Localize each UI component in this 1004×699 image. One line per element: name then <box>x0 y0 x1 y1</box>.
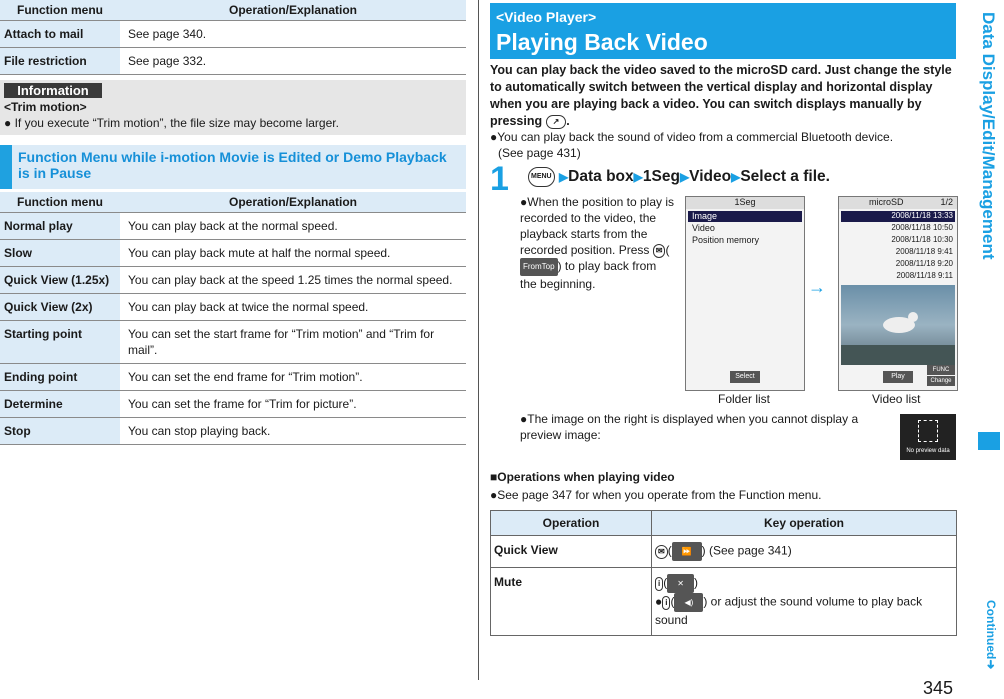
folder-item[interactable]: Video <box>692 223 715 233</box>
section-title: Function Menu while i-motion Movie is Edited or Demo Playback is in Pause <box>18 149 447 181</box>
col-header-operation: Operation <box>491 511 652 536</box>
row-value: See page 332. <box>120 48 466 75</box>
position-note-end: ) to play back from the beginning. <box>520 259 657 291</box>
step-part: 1Seg <box>642 168 680 186</box>
row-key: Quick View <box>491 536 652 568</box>
step-instruction <box>528 167 830 187</box>
folder-list-caption: Folder list <box>718 392 771 406</box>
row-key: Normal play <box>0 213 120 240</box>
change-softkey[interactable]: Change <box>927 376 955 386</box>
information-label: Information <box>4 83 102 98</box>
ops-heading: ■Operations when playing video <box>490 470 675 484</box>
switch-key-icon: ↗ <box>546 115 567 129</box>
step-number: 1 <box>490 160 509 198</box>
row-value: You can set the end frame for “Trim motion”. <box>120 364 466 391</box>
row-key: File restriction <box>0 48 120 75</box>
table-row <box>491 568 957 636</box>
row-key: Ending point <box>0 364 120 391</box>
ops-note-text: See page 347 for when you operate from the Function menu. <box>497 488 822 502</box>
row-value: See page 340. <box>120 21 466 48</box>
row-key: Determine <box>0 391 120 418</box>
row-value-text: ) or adjust the sound volume to play back sound <box>655 594 923 627</box>
position-note-text: When the position to play is recorded to the video, the playback starts from the recorded position. Press <box>520 195 674 257</box>
side-tab <box>978 432 1000 450</box>
fast-forward-key-icon: ⏩ <box>672 542 702 561</box>
arrow-icon: ▶ <box>679 170 690 185</box>
attach-table <box>0 0 466 75</box>
information-body: ● If you execute “Trim motion”, the file size may become larger. <box>4 116 339 130</box>
arrow-icon: ▶ <box>558 170 569 185</box>
mute-key-icon: ✕ <box>667 574 694 593</box>
video-preview-image <box>841 285 955 365</box>
ops-note: ●See page 347 for when you operate from the Function menu. <box>490 488 822 502</box>
volume-key-icon: ◀) <box>674 593 703 612</box>
no-preview-text: No preview data <box>906 448 950 454</box>
row-value: i ( ✕ ) ● i ( ◀) ) or adjust the sound volume to play back sound <box>652 568 957 636</box>
placeholder-icon <box>918 420 938 442</box>
banner-subtitle: <Video Player> <box>496 9 597 25</box>
row-value-text: ) (See page 341) <box>701 543 792 558</box>
folder-item[interactable]: Position memory <box>692 235 760 245</box>
function-menu-table <box>0 192 466 445</box>
row-value: You can set the start frame for “Trim motion” and “Trim for mail”. <box>120 321 466 364</box>
bluetooth-note: ●You can play back the sound of video from a commercial Bluetooth device. (See page 431) <box>490 130 894 160</box>
row-value: You can play back at the speed 1.25 times the normal speed. <box>120 267 466 294</box>
image-note: ●The image on the right is displayed when you cannot display a preview image: <box>520 412 859 442</box>
fromtop-key: FromTop <box>520 258 558 276</box>
arrow-icon: ▶ <box>633 170 643 185</box>
table-row <box>0 321 466 364</box>
information-box <box>0 80 466 135</box>
video-item[interactable]: 2008/11/18 10:50 <box>891 223 953 232</box>
row-value: You can play back at twice the normal speed. <box>120 294 466 321</box>
row-value: ✉ ( ⏩ ) (See page 341) <box>652 536 957 568</box>
row-key: Quick View (2x) <box>0 294 120 321</box>
step-part: Select a file. <box>740 168 830 186</box>
row-key: Quick View (1.25x) <box>0 267 120 294</box>
folder-header: 1Seg <box>686 197 804 209</box>
play-softkey[interactable]: Play <box>883 371 913 383</box>
table-row <box>0 240 466 267</box>
continued-label: Continued➜ <box>984 600 998 670</box>
i-appli-key-icon: i <box>655 577 663 591</box>
table-row <box>0 391 466 418</box>
intro-body: You can play back the video saved to the microSD card. Just change the style to automatically switch between the vertical display and horizontal display when you are playing back a video. You can switch displays manually by pressing <box>490 63 952 128</box>
side-title: Data Display/Edit/Management <box>979 12 998 260</box>
arrow-icon: ▶ <box>731 170 741 185</box>
video-header-title: microSD <box>869 197 904 207</box>
information-title: <Trim motion> <box>4 100 87 114</box>
table-row <box>0 213 466 240</box>
col-header-operation: Operation/Explanation <box>120 0 466 21</box>
row-key: Starting point <box>0 321 120 364</box>
menu-key-icon: MENU <box>528 167 555 187</box>
video-list-screen <box>838 196 958 391</box>
table-row <box>491 536 957 568</box>
page-number: 345 <box>923 678 954 698</box>
intro-text: You can play back the video saved to the microSD card. Just change the style to automatically switch between the vertical display and horizontal display when you are playing back a video. You can switch displays manually by pressing ↗ . <box>490 63 952 128</box>
col-header-function: Function menu <box>0 0 120 21</box>
folder-item[interactable]: Image <box>688 211 802 222</box>
video-header <box>839 197 957 209</box>
col-header-key: Key operation <box>652 511 957 536</box>
table-row <box>0 21 466 48</box>
banner-title: Playing Back Video <box>496 29 708 55</box>
ops-heading-text: Operations when playing video <box>497 470 675 484</box>
continued-text: Continued <box>984 600 998 660</box>
video-player-banner <box>490 3 956 59</box>
information-body-text: If you execute “Trim motion”, the file size may become larger. <box>14 116 339 130</box>
step-part: Video <box>689 168 732 186</box>
col-header-operation: Operation/Explanation <box>120 192 466 213</box>
table-row <box>0 48 466 75</box>
video-list-caption: Video list <box>872 392 921 406</box>
i-appli-key-icon: i <box>662 596 670 610</box>
table-row <box>0 418 466 445</box>
mail-key-icon: ✉ <box>655 545 668 559</box>
bluetooth-note-text: You can play back the sound of video from a commercial Bluetooth device. <box>497 130 894 144</box>
row-key: Stop <box>0 418 120 445</box>
table-row <box>0 364 466 391</box>
bluetooth-ref: (See page 431) <box>498 146 581 160</box>
row-value-text: ) <box>693 575 698 590</box>
section-heading <box>0 145 466 189</box>
video-item[interactable]: 2008/11/18 9:20 <box>895 259 953 268</box>
mail-key-icon: ✉ <box>653 244 666 258</box>
video-item[interactable]: 2008/11/18 10:30 <box>891 235 953 244</box>
right-arrow-icon: → <box>808 277 826 297</box>
col-header-function: Function menu <box>0 192 120 213</box>
folder-list-screen <box>685 196 805 391</box>
seagull-icon <box>841 285 955 365</box>
row-value: You can play back mute at half the normal speed. <box>120 240 466 267</box>
section-accent-bar <box>0 145 12 189</box>
row-value: You can stop playing back. <box>120 418 466 445</box>
row-key: Slow <box>0 240 120 267</box>
image-note-text: The image on the right is displayed when you cannot display a preview image: <box>520 412 859 442</box>
column-divider <box>478 0 479 680</box>
row-value: You can set the frame for “Trim for picture”. <box>120 391 466 418</box>
video-page: 1/2 <box>940 197 953 207</box>
row-value: You can play back at the normal speed. <box>120 213 466 240</box>
video-item[interactable]: 2008/11/18 13:33 <box>841 211 955 222</box>
operation-table <box>490 510 957 636</box>
table-row <box>0 294 466 321</box>
row-key: Mute <box>491 568 652 636</box>
row-key: Attach to mail <box>0 21 120 48</box>
video-item[interactable]: 2008/11/18 9:11 <box>896 271 953 280</box>
func-softkey[interactable]: FUNC <box>927 365 955 375</box>
position-note: ●When the position to play is recorded to the video, the playback starts from the recorded position. Press ✉ (FromTop ) to play back from the beginning. <box>520 195 674 291</box>
no-preview-image <box>900 414 956 460</box>
table-row <box>0 267 466 294</box>
video-item[interactable]: 2008/11/18 9:41 <box>895 247 953 256</box>
select-softkey[interactable]: Select <box>730 371 760 383</box>
step-part: Data box <box>568 168 634 186</box>
